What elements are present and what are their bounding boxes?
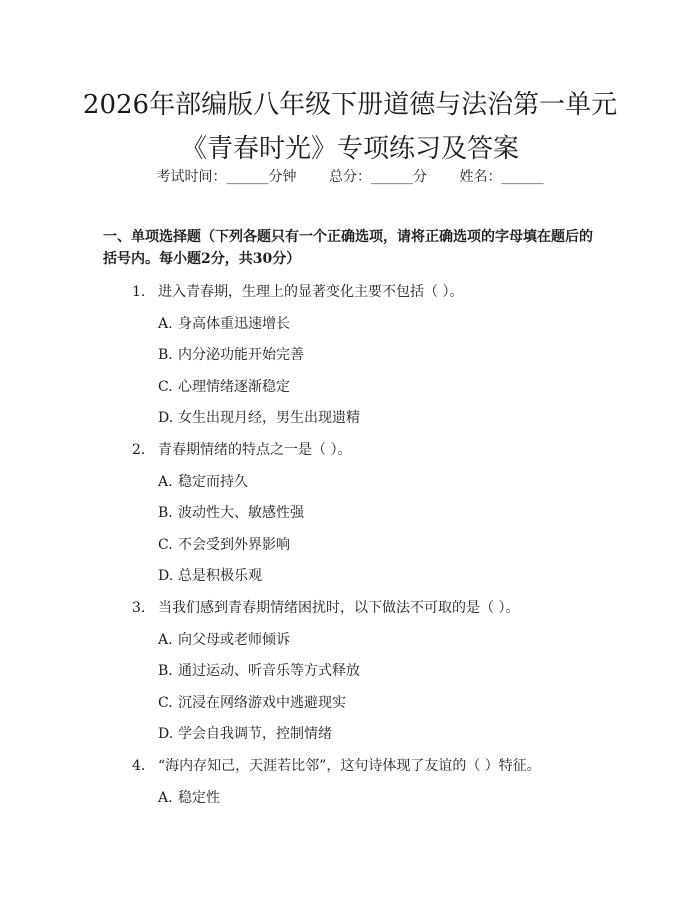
option-letter: A. — [158, 316, 173, 332]
option-3-b — [158, 660, 598, 682]
question-3 — [132, 597, 612, 619]
option-text: 内分泌功能开始完善 — [178, 347, 304, 363]
question-text: 青春期情绪的特点之一是（ ）。 — [158, 442, 352, 458]
option-2-b — [158, 502, 598, 524]
option-text: 向父母或老师倾诉 — [178, 632, 290, 648]
option-3-c — [158, 692, 598, 714]
option-letter: A. — [158, 790, 173, 806]
question-text: 当我们感到青春期情绪困扰时，以下做法不可取的是（ ）。 — [158, 600, 520, 616]
option-letter: C. — [158, 695, 173, 711]
student-name-field: 姓名：______ — [459, 169, 544, 185]
option-text: 稳定而持久 — [178, 474, 248, 490]
option-1-d — [158, 407, 598, 429]
question-number: 1. — [132, 284, 146, 300]
option-1-a — [158, 313, 598, 335]
question-4 — [132, 755, 612, 777]
option-text: 不会受到外界影响 — [178, 537, 290, 553]
option-text: 学会自我调节，控制情绪 — [178, 726, 332, 742]
option-2-c — [158, 534, 598, 556]
option-2-a — [158, 471, 598, 493]
question-1 — [132, 281, 612, 303]
option-letter: D. — [158, 568, 174, 584]
option-letter: B. — [158, 505, 173, 521]
option-letter: C. — [158, 379, 173, 395]
option-letter: A. — [158, 632, 173, 648]
option-3-d — [158, 723, 598, 745]
option-letter: B. — [158, 347, 173, 363]
option-text: 身高体重迅速增长 — [178, 316, 290, 332]
question-text: “海内存知己，天涯若比邻”，这句诗体现了友谊的（ ）特征。 — [158, 758, 541, 774]
question-number: 2. — [132, 442, 146, 458]
exam-time-field: 考试时间：______分钟 — [156, 169, 297, 185]
document-title: 2026年部编版八年级下册道德与法治第一单元《青春时光》专项练习及答案 — [82, 90, 618, 164]
option-2-d — [158, 565, 598, 587]
option-text: 总是积极乐观 — [178, 568, 262, 584]
option-letter: D. — [158, 410, 174, 426]
section-heading: 一、单项选择题（下列各题只有一个正确选项，请将正确选项的字母填在题后的括号内。每小题2分，共30分） — [103, 229, 593, 267]
option-text: 通过运动、听音乐等方式释放 — [178, 663, 360, 679]
option-text: 稳定性 — [178, 790, 220, 806]
option-text: 沉浸在网络游戏中逃避现实 — [178, 695, 346, 711]
exam-info-line — [0, 166, 700, 188]
question-number: 3. — [132, 600, 146, 616]
option-3-a — [158, 629, 598, 651]
question-text: 进入青春期，生理上的显著变化主要不包括（ ）。 — [158, 284, 464, 300]
option-4-a — [158, 787, 598, 809]
question-number: 4. — [132, 758, 146, 774]
question-2 — [132, 439, 612, 461]
option-letter: A. — [158, 474, 173, 490]
option-text: 女生出现月经，男生出现遗精 — [178, 410, 360, 426]
option-letter: D. — [158, 726, 174, 742]
option-letter: B. — [158, 663, 173, 679]
total-score-field: 总分：______分 — [329, 169, 427, 185]
option-text: 波动性大、敏感性强 — [178, 505, 304, 521]
option-1-b — [158, 344, 598, 366]
option-letter: C. — [158, 537, 173, 553]
option-text: 心理情绪逐渐稳定 — [178, 379, 290, 395]
option-1-c — [158, 376, 598, 398]
